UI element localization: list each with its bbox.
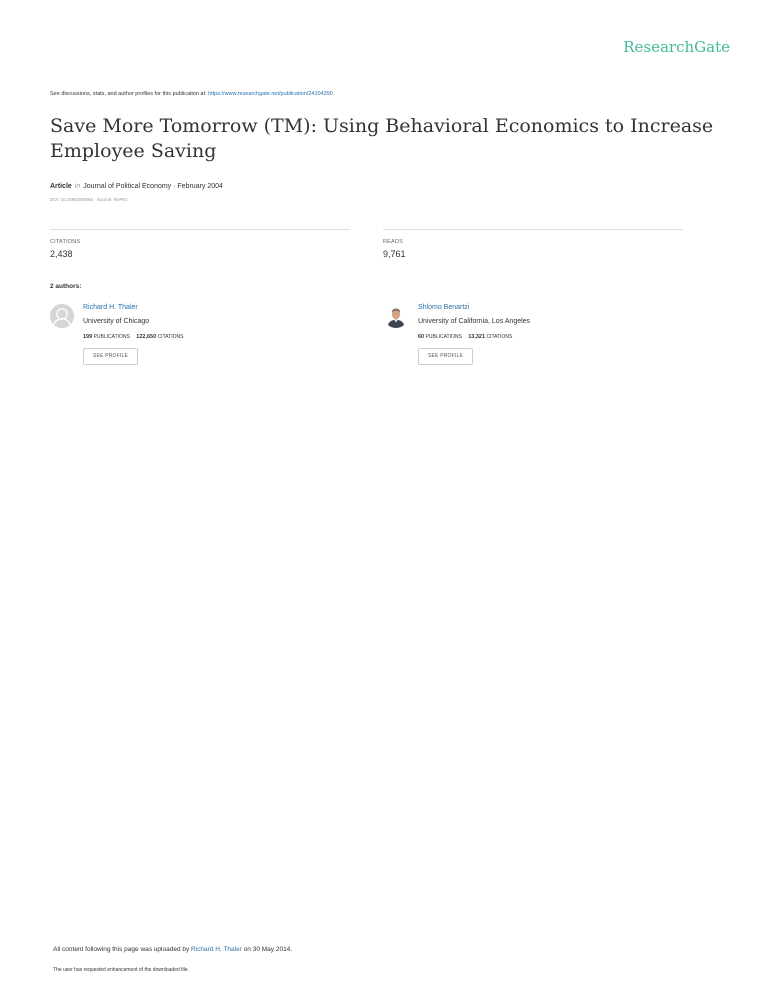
publication-link[interactable]: https://www.researchgate.net/publication/24104390 — [208, 91, 333, 97]
reads-divider — [383, 229, 683, 230]
author-institution: University of California, Los Angeles — [418, 318, 531, 325]
author-citations-label: CITATIONS — [157, 334, 184, 340]
upload-notice — [53, 946, 292, 953]
author-publications-label: PUBLICATIONS — [425, 334, 462, 340]
publication-meta — [50, 183, 223, 190]
author-publications-count: 199 — [83, 334, 93, 340]
author-citations-label: CITATIONS — [486, 334, 513, 340]
default-person-icon — [50, 304, 74, 328]
citations-label: CITATIONS — [50, 239, 81, 245]
author-citations-count: 13,321 — [468, 334, 486, 340]
reads-label: READS — [383, 239, 403, 245]
person-photo-icon — [384, 304, 408, 328]
enhancement-notice: The user has requested enhancement of the downloaded file. — [53, 967, 189, 973]
author-institution: University of Chicago — [83, 318, 150, 325]
author-avatar-thaler[interactable] — [50, 304, 74, 328]
publication-title: Save More Tomorrow (TM): Using Behavioral Economics to Increase Employee Saving — [50, 115, 714, 162]
publication-journal: Journal of Political Economy · February 2004 — [83, 183, 223, 190]
publication-in-label: in — [74, 183, 81, 190]
discussion-notice — [50, 91, 333, 97]
author-name-link[interactable]: Shlomo Benartzi — [418, 304, 470, 311]
author-publications-label: PUBLICATIONS — [93, 334, 130, 340]
see-profile-button-thaler[interactable]: SEE PROFILE — [83, 348, 138, 365]
authors-heading: 2 authors: — [50, 283, 82, 290]
upload-prefix: All content following this page was uploaded by — [53, 946, 192, 953]
author-avatar-benartzi[interactable] — [384, 304, 408, 328]
reads-count: 9,761 — [383, 249, 406, 259]
author-stats — [418, 334, 512, 340]
upload-date: on 30 May 2014. — [241, 946, 293, 953]
see-profile-button-benartzi[interactable]: SEE PROFILE — [418, 348, 473, 365]
publication-type: Article — [50, 183, 72, 190]
citations-divider — [50, 229, 350, 230]
author-name-link[interactable]: Richard H. Thaler — [83, 304, 138, 311]
uploader-link[interactable]: Richard H. Thaler — [191, 946, 242, 953]
publication-doi: DOI: 10.1086/380085 · Source: RePEc — [50, 197, 128, 202]
discussion-text: See discussions, stats, and author profiles for this publication at: — [50, 91, 209, 97]
author-citations-count: 122,650 — [136, 334, 157, 340]
author-stats — [83, 334, 184, 340]
researchgate-logo[interactable]: ResearchGate — [623, 38, 730, 56]
author-publications-count: 60 — [418, 334, 425, 340]
citations-count: 2,438 — [50, 249, 73, 259]
